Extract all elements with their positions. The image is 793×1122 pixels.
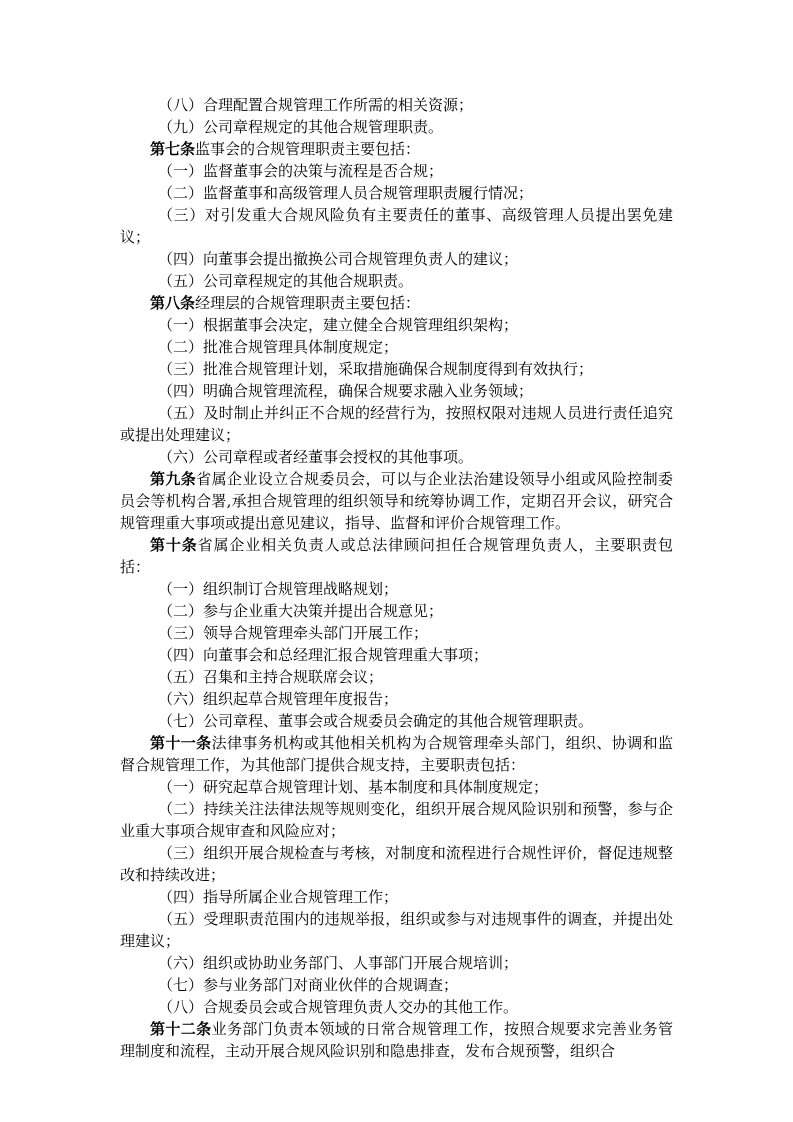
list-item: （五）召集和主持合规联席会议；: [158, 668, 384, 686]
list-item: （四）指导所属企业合规管理工作；: [158, 888, 399, 906]
article-number: 第十一条: [150, 734, 212, 752]
list-item: （二）监督董事和高级管理人员合规管理职责履行情况；: [158, 184, 534, 202]
article-paragraph: [120, 138, 673, 160]
list-item: （七）参与业务部门对商业伙伴的合规调查；: [158, 976, 459, 994]
list-item: （二）参与企业重大决策并提出合规意见；: [158, 602, 444, 620]
list-item: （六）公司章程或者经董事会授权的其他事项。: [158, 448, 474, 466]
list-item: （二）持续关注法律法规等规则变化，组织开展合规风险识别和预警，参与企业重大事项合规审查和风险应对；: [120, 800, 673, 840]
list-item: （四）向董事会和总经理汇报合规管理重大事项；: [158, 646, 489, 664]
article-text: 经理层的合规管理职责主要包括：: [195, 294, 421, 312]
article-text: 省属企业相关负责人或总法律顾问担任合规管理负责人，主要职责包括：: [120, 536, 673, 576]
article-text: 业务部门负责本领域的日常合规管理工作，按照合规要求完善业务管理制度和流程，主动开展合规风险识别和隐患排查，发布合规预警，组织合: [120, 1020, 673, 1060]
article-number: 第七条: [150, 140, 196, 158]
list-item: （七）公司章程、董事会或合规委员会确定的其他合规管理职责。: [158, 712, 594, 730]
list-item: （五）公司章程规定的其他合规职责。: [158, 272, 414, 290]
article-paragraph: [120, 534, 673, 578]
article-number: 第八条: [150, 294, 196, 312]
list-item: （五）及时制止并纠正不合规的经营行为，按照权限对违规人员进行责任追究或提出处理建议；: [120, 404, 673, 444]
article-text: 监事会的合规管理职责主要包括：: [195, 140, 421, 158]
article-text: 省属企业设立合规委员会，可以与企业法治建设领导小组或风险控制委员会等机构合署,承担合规管理的组织领导和统筹协调工作，定期召开会议，研究合规管理重大事项或提出意见建议，指导、监督和评价合规管理工作。: [120, 470, 673, 532]
article-paragraph: [120, 1018, 673, 1062]
list-item: （四）明确合规管理流程，确保合规要求融入业务领域；: [158, 382, 534, 400]
list-item: （三）领导合规管理牵头部门开展工作；: [158, 624, 429, 642]
document-body: [120, 94, 673, 1062]
list-item: （八）合理配置合规管理工作所需的相关资源；: [158, 96, 474, 114]
article-number: 第九条: [150, 470, 197, 488]
list-item: （六）组织起草合规管理年度报告；: [158, 690, 399, 708]
article-text: 法律事务机构或其他相关机构为合规管理牵头部门，组织、协调和监督合规管理工作，为其他部门提供合规支持，主要职责包括：: [120, 734, 673, 774]
list-item: （一）监督董事会的决策与流程是否合规；: [158, 162, 444, 180]
list-item: （三）对引发重大合规风险负有主要责任的董事、高级管理人员提出罢免建议；: [120, 206, 673, 246]
list-item: （一）组织制订合规管理战略规划；: [158, 580, 399, 598]
list-item: （九）公司章程规定的其他合规管理职责。: [158, 118, 444, 136]
article-number: 第十条: [150, 536, 198, 554]
article-paragraph: [120, 292, 673, 314]
list-item: （八）合规委员会或合规管理负责人交办的其他工作。: [158, 998, 519, 1016]
list-item: （一）根据董事会决定，建立健全合规管理组织架构；: [158, 316, 519, 334]
list-item: （五）受理职责范围内的违规举报，组织或参与对违规事件的调查，并提出处理建议；: [120, 910, 673, 950]
article-number: 第十二条: [150, 1020, 212, 1038]
list-item: （四）向董事会提出撤换公司合规管理负责人的建议；: [158, 250, 519, 268]
list-item: （六）组织或协助业务部门、人事部门开展合规培训；: [158, 954, 519, 972]
list-item: （二）批准合规管理具体制度规定；: [158, 338, 399, 356]
list-item: （三）批准合规管理计划，采取措施确保合规制度得到有效执行；: [158, 360, 594, 378]
list-item: （三）组织开展合规检查与考核，对制度和流程进行合规性评价，督促违规整改和持续改进；: [120, 844, 673, 884]
article-paragraph: [120, 468, 673, 534]
article-paragraph: [120, 732, 673, 776]
list-item: （一）研究起草合规管理计划、基本制度和具体制度规定；: [158, 778, 549, 796]
